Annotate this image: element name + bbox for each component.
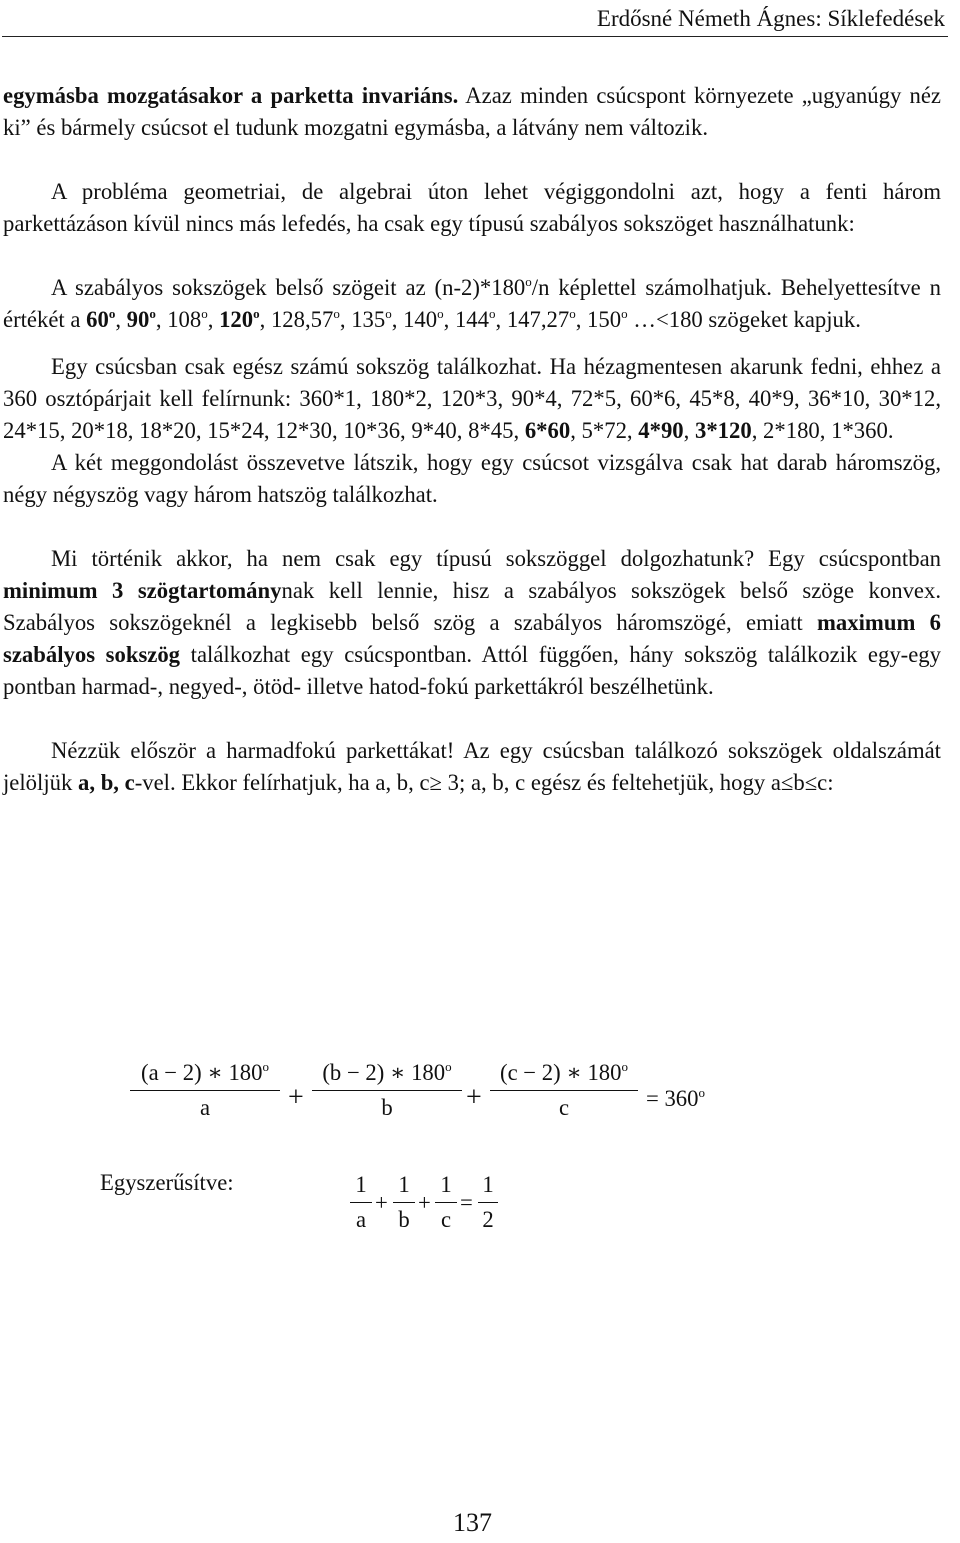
running-header: Erdősné Németh Ágnes: Síklefedések [596,6,945,31]
simplified-equation: 1 a + 1 b + 1 c = 1 2 [0,1172,960,1242]
plus-sign: + [466,1082,482,1113]
plus-sign: + [288,1082,304,1113]
paragraph-text: Azaz minden csúcspont környezete „ugyanúgy néz ki” és bármely csúcsot el tudunk mozgatni egymásba, a látvány nem változik. [3,83,941,140]
fraction-one-over-a: 1 a [350,1172,372,1233]
fraction-c: (c − 2) ∗ 180$^o$ c [490,1060,638,1121]
angle-sum-equation [0,1060,960,1140]
page-number: 137 [453,1508,492,1537]
fraction-b: (b − 2) ∗ 180$^o$ b [312,1060,462,1121]
fraction-one-over-c: 1 c [435,1172,457,1233]
fraction-one-half: 1 2 [478,1172,498,1233]
paragraph-divisor-pairs: Egy csúcsban csak egész számú sokszög találkozhat. Ha hézagmentesen akarunk fedni, ehhez a 360 osztópárjait kell felírnunk: 360*1, 180*2, 120*3, 90*4, 72*5, 60*6, 45*8, 40*9, 36*10, 30*12, 24*15, 20*18, 18*20, 15*24, 12*30, 10*36, 9*40, 8*45, 6*60, 5*72, 4*90, 3*120, 2*180, 1*360. [3,354,941,443]
paragraph-third-degree: Nézzük először a harmadfokú parkettákat! Az egy csúcsban találkozó sokszögek oldalszámát jelöljük a, b, c-vel. Ekkor felírhatjuk, ha a, b, c≥ 3; a, b, c egész és feltehetjük, hogy a≤b≤c: [3,738,941,795]
paragraph-problem: A probléma geometriai, de algebrai úton lehet végiggondolni azt, hogy a fenti három parkettázáson kívül nincs más lefedés, ha csak egy típusú szabályos sokszöget használhatunk: [3,179,941,236]
header-rule [2,36,948,37]
paragraph-conclusion: A két meggondolást összevetve látszik, hogy egy csúcsot vizsgálva csak hat darab háromszög, négy négyszög vagy három hatszög találkozhat. [3,450,941,507]
simplified-label: Egyszerűsítve: [100,1170,234,1195]
equals-360: = $360^o$ [646,1085,705,1111]
degree-sign: o [525,274,532,289]
bold-phrase: egymásba mozgatásakor a parketta invariáns. [3,83,459,108]
fraction-one-over-b: 1 b [393,1172,415,1233]
fraction-a: (a − 2) ∗ 180$^o$ a [130,1060,280,1121]
paragraph-mixed-polygons: Mi történik akkor, ha nem csak egy típusú sokszöggel dolgozhatunk? Egy csúcspontban minimum 3 szögtartománynak kell lennie, hisz a szabályos sokszögek belső szöge konvex. Szabályos sokszögeknél a legkisebb belső szög a szabályos háromszögé, emiatt maximum 6 szabályos sokszög találkozhat egy csúcspontban. Attól függően, hány sokszög találkozik egy-egy pontban harmad-, negyed-, ötöd- illetve hatod-fokú parkettákról beszélhetünk. [3,546,941,699]
page-body [3,80,941,799]
paragraph-interior-angles: A szabályos sokszögek belső szögeit az (n-2)*180$^o$/n képlettel számolhatjuk. Behelyettesítve n értékét a 60$^o$, 90$^o$, 108$^o$, 120$^o$, 128,57$^o$, 135$^o$, 140$^o$, 144$^o$, 147,27$^o$, 150$^o$ …<180 szögeket kapjuk. [3,274,941,332]
paragraph-invariance [3,80,941,144]
